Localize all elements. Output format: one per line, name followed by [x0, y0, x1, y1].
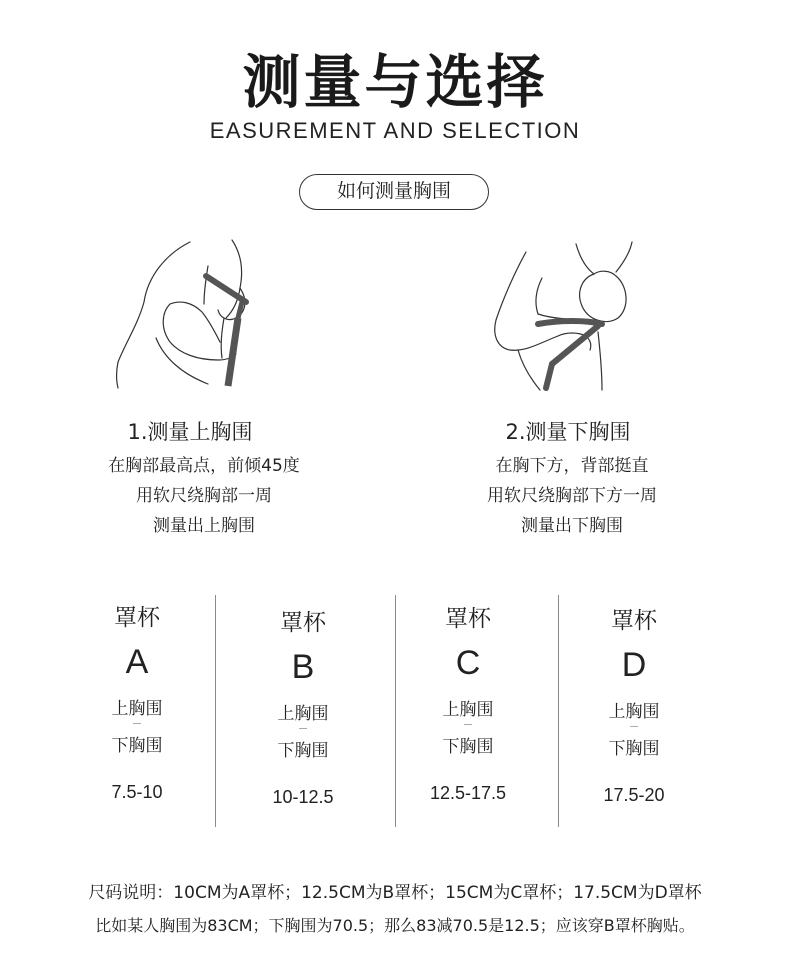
cup-letter: C	[455, 644, 481, 682]
cup-letter: A	[125, 643, 149, 681]
upper-bust-label: 上胸围	[277, 704, 329, 724]
cup-letter: D	[621, 646, 647, 684]
body-outline	[117, 240, 245, 388]
cup-letter: B	[291, 648, 315, 686]
step-1-line-2: 用软尺绕胸部一周	[136, 486, 272, 506]
lower-bust-illustration	[490, 240, 640, 392]
difference-range: 10-12.5	[272, 787, 334, 807]
upper-bust-label: 上胸围	[442, 700, 494, 720]
step-2-title: 2.测量下胸围	[505, 420, 631, 444]
column-divider	[558, 595, 559, 827]
minus-sign	[67, 719, 207, 729]
step-1-title: 1.测量上胸围	[127, 420, 253, 444]
difference-range: 17.5-20	[603, 785, 665, 805]
step-1-line-1: 在胸部最高点，前倾45度	[108, 456, 300, 476]
body-outline	[495, 242, 632, 390]
upper-bust-illustration	[108, 238, 268, 390]
step-2-line-1: 在胸下方，背部挺直	[495, 456, 649, 476]
page-title: 测量与选择	[242, 48, 548, 116]
minus-sign	[398, 720, 538, 730]
difference-range: 12.5-17.5	[429, 783, 507, 803]
measuring-tape	[206, 276, 246, 386]
difference-range: 7.5-10	[111, 782, 163, 802]
upper-bust-label: 上胸围	[111, 699, 163, 719]
column-divider	[215, 595, 216, 827]
column-divider	[395, 595, 396, 827]
cup-column-c	[398, 600, 538, 804]
how-to-measure-label: 如何测量胸围	[299, 174, 489, 210]
step-1-line-3: 测量出上胸围	[153, 516, 255, 536]
size-note: 尺码说明：10CM为A罩杯；12.5CM为B罩杯；15CM为C罩杯；17.5CM为D罩杯	[88, 883, 702, 903]
cup-label: 罩杯	[611, 608, 657, 634]
measuring-tape	[538, 321, 602, 388]
page-subtitle: EASUREMENT AND SELECTION	[209, 118, 581, 143]
cup-label: 罩杯	[114, 605, 160, 631]
cup-label: 罩杯	[445, 606, 491, 632]
cup-column-a	[67, 599, 207, 803]
upper-bust-label: 上胸围	[608, 702, 660, 722]
cup-column-b	[233, 604, 373, 808]
cup-label: 罩杯	[280, 610, 326, 636]
lower-bust-label: 下胸围	[608, 739, 660, 759]
lower-bust-label: 下胸围	[111, 736, 163, 756]
example-note: 比如某人胸围为83CM；下胸围为70.5；那么83减70.5是12.5；应该穿B罩杯胸贴。	[95, 916, 695, 935]
minus-sign	[233, 724, 373, 734]
lower-bust-label: 下胸围	[277, 741, 329, 761]
minus-sign	[564, 722, 704, 732]
cup-column-d	[564, 602, 704, 806]
step-2-line-2: 用软尺绕胸部下方一周	[487, 486, 657, 506]
lower-bust-label: 下胸围	[442, 737, 494, 757]
step-2-line-3: 测量出下胸围	[521, 516, 623, 536]
